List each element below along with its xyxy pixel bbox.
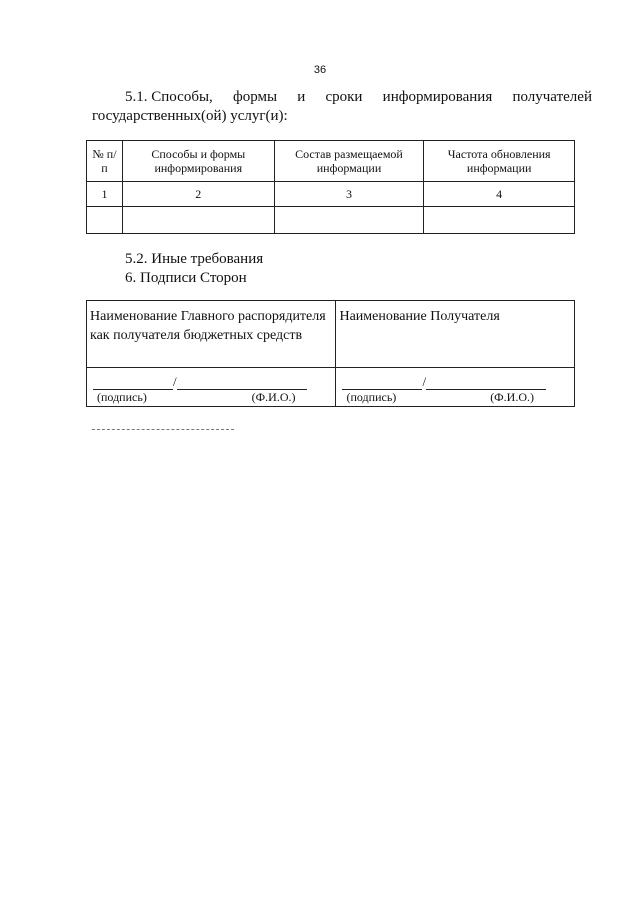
left-signature-cell <box>87 368 336 407</box>
header-cell-methods: Способы и формы информирования <box>122 141 274 182</box>
header-cell-frequency: Частота обновления информации <box>424 141 575 182</box>
table-row <box>87 207 575 234</box>
table-cell: 3 <box>274 182 424 207</box>
heading-word: получателей <box>512 89 592 105</box>
signature-lines-row <box>87 368 575 407</box>
page-number: 36 <box>313 64 327 76</box>
header-cell-number: № п/п <box>87 141 123 182</box>
table-header-row <box>87 141 575 182</box>
left-party-title: Наименование Главного распорядителя как получателя бюджетных средств <box>87 301 336 368</box>
table-cell <box>274 207 424 234</box>
heading-word: информирования <box>382 89 493 105</box>
signature-names-row <box>87 301 575 368</box>
name-blank[interactable] <box>177 377 307 390</box>
right-signature-caption <box>342 390 568 404</box>
section-6-heading: 6. Подписи Сторон <box>125 270 247 286</box>
heading-word: сроки <box>325 89 363 105</box>
header-cell-content: Состав размещаемой информации <box>274 141 424 182</box>
separator: / <box>422 374 427 389</box>
section-5-1-heading <box>92 88 592 126</box>
signature-caption: (подпись) <box>97 390 147 404</box>
signature-table <box>86 300 575 407</box>
left-signature-caption <box>93 390 329 404</box>
name-caption: (Ф.И.О.) <box>251 390 296 404</box>
heading-word: 5.1. Способы, <box>125 89 213 105</box>
table-row <box>87 182 575 207</box>
table-cell: 1 <box>87 182 123 207</box>
footnote-separator <box>92 429 234 430</box>
signature-blank[interactable] <box>342 377 422 390</box>
table-cell <box>87 207 123 234</box>
right-signature-line <box>342 374 568 390</box>
name-caption: (Ф.И.О.) <box>490 390 534 404</box>
table-cell: 2 <box>122 182 274 207</box>
separator: / <box>173 374 177 389</box>
section-5-2-heading: 5.2. Иные требования <box>125 251 264 267</box>
table-cell <box>122 207 274 234</box>
table-cell: 4 <box>424 182 575 207</box>
information-table <box>86 140 575 234</box>
right-party-title: Наименование Получателя <box>336 301 575 368</box>
section-5-1-line1 <box>92 88 592 107</box>
right-signature-cell <box>336 368 575 407</box>
section-5-1-line2: государственных(ой) услуг(и): <box>92 108 288 124</box>
signature-blank[interactable] <box>93 377 173 390</box>
signature-caption: (подпись) <box>346 390 397 404</box>
requirements-block <box>125 250 263 288</box>
heading-word: формы <box>232 89 278 105</box>
heading-word: и <box>297 89 306 105</box>
name-blank[interactable] <box>426 377 546 390</box>
table-cell <box>424 207 575 234</box>
left-signature-line <box>93 374 329 390</box>
